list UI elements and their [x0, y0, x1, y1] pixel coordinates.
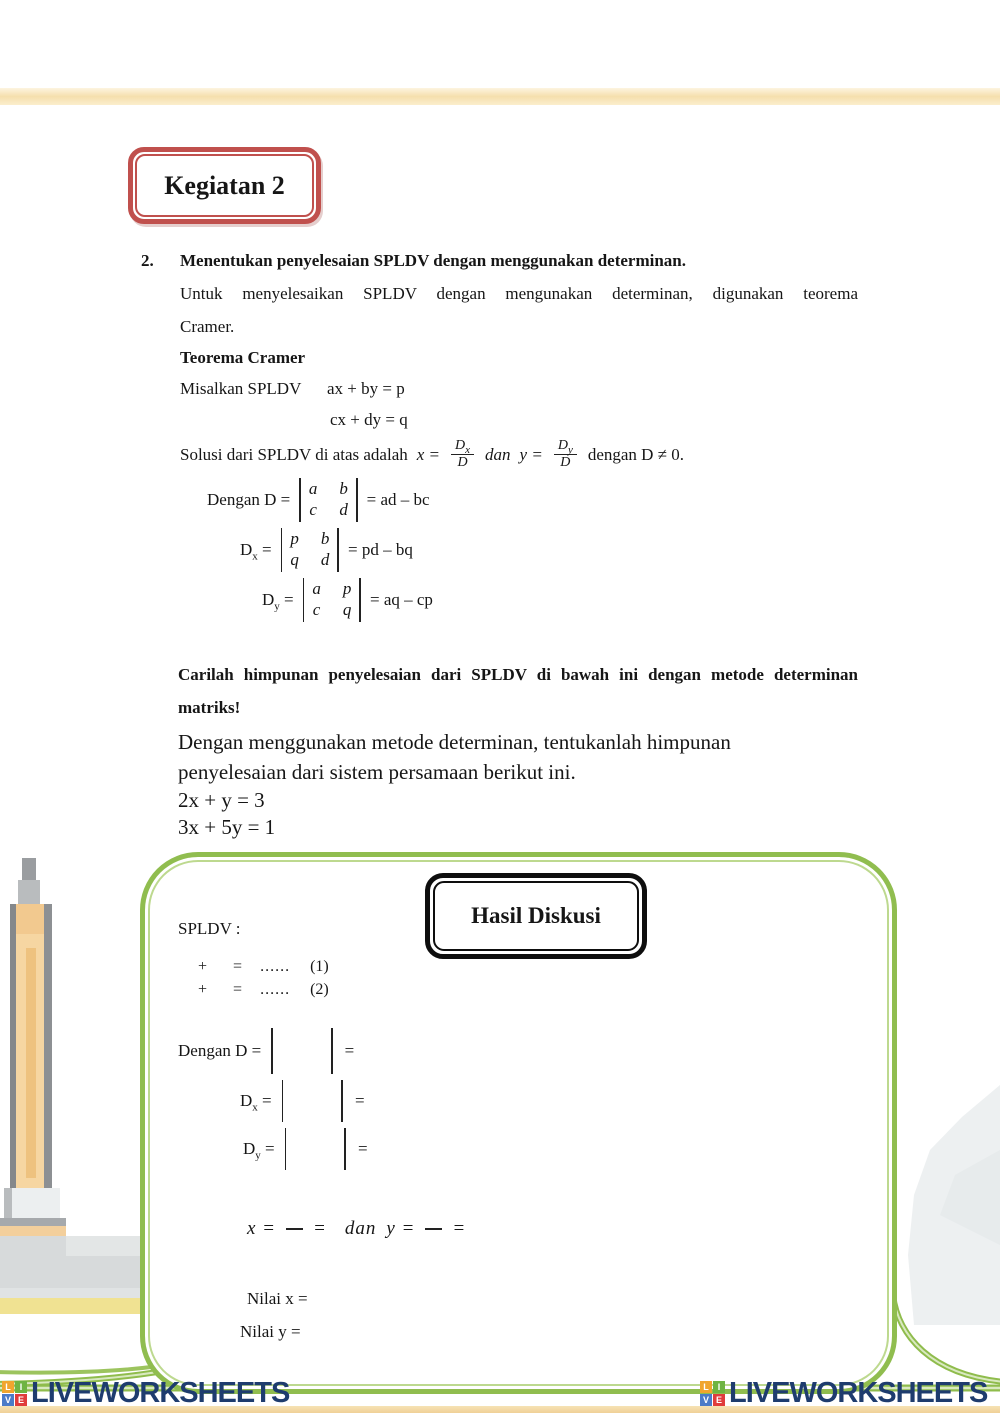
- liveworksheets-logo-icon: [2, 1381, 27, 1406]
- frac-dx-den: D: [457, 455, 468, 471]
- xy-solution-line: [247, 1218, 466, 1240]
- dx-main: D: [240, 1091, 253, 1110]
- matrix-right-bar: [341, 1080, 343, 1122]
- xy-equals: =: [452, 1218, 467, 1239]
- blank-dy-label: [243, 1139, 275, 1162]
- matrix-left-bar: [285, 1128, 287, 1170]
- blank-equation-row-1: [198, 958, 329, 976]
- solusi-prefix: Solusi dari SPLDV di atas adalah: [180, 444, 408, 464]
- determinant-dx-row: [240, 528, 413, 572]
- dy-sub: y: [274, 600, 280, 613]
- matrix-cell: d: [339, 500, 348, 520]
- task-bold-line1: Carilah himpunan penyelesaian dari SPLDV di bawah ini dengan metode determinan: [178, 665, 858, 684]
- section-number: 2.: [141, 251, 154, 270]
- blank-equation-row-2: [198, 981, 329, 999]
- xy-dan: dan: [344, 1218, 377, 1239]
- plus-sign: +: [198, 981, 208, 998]
- logo-square-l: L: [700, 1381, 712, 1393]
- matrix-right-bar: [344, 1128, 346, 1170]
- determinant-dy-result: = aq – cp: [370, 589, 433, 609]
- dotted-blank: ......: [260, 958, 291, 975]
- equals-sign: =: [233, 981, 243, 998]
- equals-sign: =: [233, 958, 243, 975]
- matrix-cell: q: [342, 600, 352, 620]
- blank-determinant-dy-row: [243, 1128, 368, 1170]
- matrix-dx: [281, 528, 339, 572]
- dotted-blank: ......: [260, 981, 291, 998]
- determinant-dy-label: [262, 589, 294, 613]
- matrix-cell: p: [290, 529, 299, 548]
- equation-number: (1): [310, 958, 329, 975]
- kegiatan-2-label: Kegiatan 2: [164, 170, 285, 200]
- solusi-x-lhs: x =: [416, 444, 441, 464]
- task-equation-1: 2x + y = 3: [178, 788, 265, 812]
- matrix-cell: b: [339, 479, 348, 498]
- liveworksheets-logo-right: [700, 1377, 987, 1410]
- dy-main: D: [243, 1139, 256, 1158]
- fraction-dy-over-d: [554, 438, 577, 471]
- dx-main: D: [240, 539, 253, 559]
- matrix-dy: [303, 578, 361, 622]
- matrix-d: [299, 478, 357, 522]
- equation-number: (2): [310, 981, 329, 998]
- nilai-y-label: Nilai y =: [240, 1322, 301, 1341]
- plus-sign: +: [198, 958, 208, 975]
- blank-dx-label: [240, 1091, 272, 1114]
- matrix-right-bar: [359, 578, 361, 622]
- equation-cx-dy-q: cx + dy = q: [330, 410, 408, 429]
- hasil-diskusi-title-inner: [433, 881, 639, 951]
- hasil-diskusi-title: Hasil Diskusi: [471, 903, 601, 928]
- dy-assign: =: [284, 589, 294, 609]
- matrix-right-bar: [331, 1028, 333, 1074]
- hasil-diskusi-title-box: [425, 873, 647, 959]
- nilai-x-label: Nilai x =: [247, 1289, 308, 1308]
- blank-dx-equals: =: [355, 1091, 365, 1110]
- blank-fraction-bar: [425, 1228, 442, 1230]
- logo-square-v: V: [2, 1394, 14, 1406]
- solusi-line: [180, 438, 684, 471]
- matrix-left-bar: [282, 1080, 284, 1122]
- xy-x-lhs: x =: [247, 1218, 277, 1239]
- determinant-dy-row: [262, 578, 433, 622]
- xy-y-lhs: y =: [386, 1218, 416, 1239]
- pixel-tower-image: [0, 858, 140, 1318]
- kegiatan-2-box-inner: [135, 154, 314, 217]
- blank-dy-equals: =: [358, 1139, 368, 1158]
- matrix-cell: a: [312, 579, 321, 598]
- blank-determinant-dx-row: [240, 1080, 365, 1122]
- dx-assign: =: [262, 539, 272, 559]
- blank-d-equals: =: [344, 1041, 355, 1060]
- misalkan-label: Misalkan SPLDV: [180, 379, 302, 398]
- blank-d-label: Dengan D =: [178, 1041, 262, 1060]
- blank-determinant-d-row: [178, 1028, 354, 1074]
- task-equation-2: 3x + 5y = 1: [178, 815, 276, 839]
- matrix-cell: q: [290, 550, 299, 570]
- blank-fraction-bar: [286, 1228, 303, 1230]
- determinant-dx-label: [240, 539, 272, 563]
- xy-equals: =: [313, 1218, 327, 1239]
- matrix-right-bar: [356, 478, 358, 522]
- determinant-d-row: [207, 478, 430, 522]
- fraction-dx-over-d: [451, 438, 474, 471]
- teorema-cramer-heading: Teorema Cramer: [180, 348, 306, 367]
- dx-sub: x: [252, 1101, 258, 1114]
- matrix-right-bar: [337, 528, 339, 572]
- determinant-d-label: Dengan D =: [207, 489, 291, 509]
- dy-main: D: [262, 589, 275, 609]
- matrix-cell: p: [342, 579, 352, 598]
- matrix-cell: c: [309, 500, 317, 520]
- frac-dy-num: D: [557, 438, 568, 453]
- dy-assign: =: [265, 1139, 275, 1158]
- task-bold-line2: matriks!: [178, 698, 241, 717]
- matrix-cell: c: [312, 600, 321, 620]
- section-heading: Menentukan penyelesaian SPLDV dengan menggunakan determinan.: [180, 251, 686, 270]
- liveworksheets-logo-icon: [700, 1381, 725, 1406]
- frac-dy-den: D: [560, 455, 571, 471]
- logo-square-i: I: [713, 1381, 725, 1393]
- matrix-cell: b: [320, 529, 330, 548]
- solusi-suffix: dengan D ≠ 0.: [587, 444, 685, 464]
- top-accent-bar: [0, 88, 1000, 105]
- kegiatan-2-box: [128, 147, 321, 224]
- logo-square-e: E: [713, 1394, 725, 1406]
- logo-square-v: V: [700, 1394, 712, 1406]
- frac-dx-num-sub: x: [465, 443, 471, 456]
- liveworksheets-logo-text: LIVEWORKSHEETS: [729, 1377, 988, 1409]
- dx-assign: =: [262, 1091, 272, 1110]
- task-intro-line2: penyelesaian dari sistem persamaan berikut ini.: [178, 760, 576, 784]
- dy-sub: y: [255, 1149, 261, 1162]
- intro-paragraph-line1: Untuk menyelesaikan SPLDV dengan mengunakan determinan, digunakan teorema: [180, 284, 858, 303]
- liveworksheets-logo-left: [2, 1377, 289, 1410]
- determinant-d-result: = ad – bc: [366, 489, 430, 509]
- equation-ax-by-p: ax + by = p: [327, 379, 405, 398]
- determinant-dx-result: = pd – bq: [348, 539, 413, 559]
- logo-square-l: L: [2, 1381, 14, 1393]
- frac-dy-num-sub: y: [567, 443, 573, 456]
- spldv-label: SPLDV :: [178, 919, 241, 938]
- frac-dx-num: D: [455, 438, 466, 453]
- matrix-cell: a: [308, 479, 318, 498]
- matrix-left-bar: [271, 1028, 273, 1074]
- intro-paragraph-line2: Cramer.: [180, 317, 235, 336]
- solusi-dan: dan: [485, 444, 511, 464]
- logo-square-e: E: [15, 1394, 27, 1406]
- dx-sub: x: [252, 550, 258, 563]
- matrix-cell: d: [320, 550, 330, 570]
- task-intro-line1: Dengan menggunakan metode determinan, tentukanlah himpunan: [178, 730, 731, 754]
- logo-square-i: I: [15, 1381, 27, 1393]
- solusi-y-lhs: y =: [519, 444, 543, 464]
- liveworksheets-logo-text: LIVEWORKSHEETS: [31, 1377, 290, 1409]
